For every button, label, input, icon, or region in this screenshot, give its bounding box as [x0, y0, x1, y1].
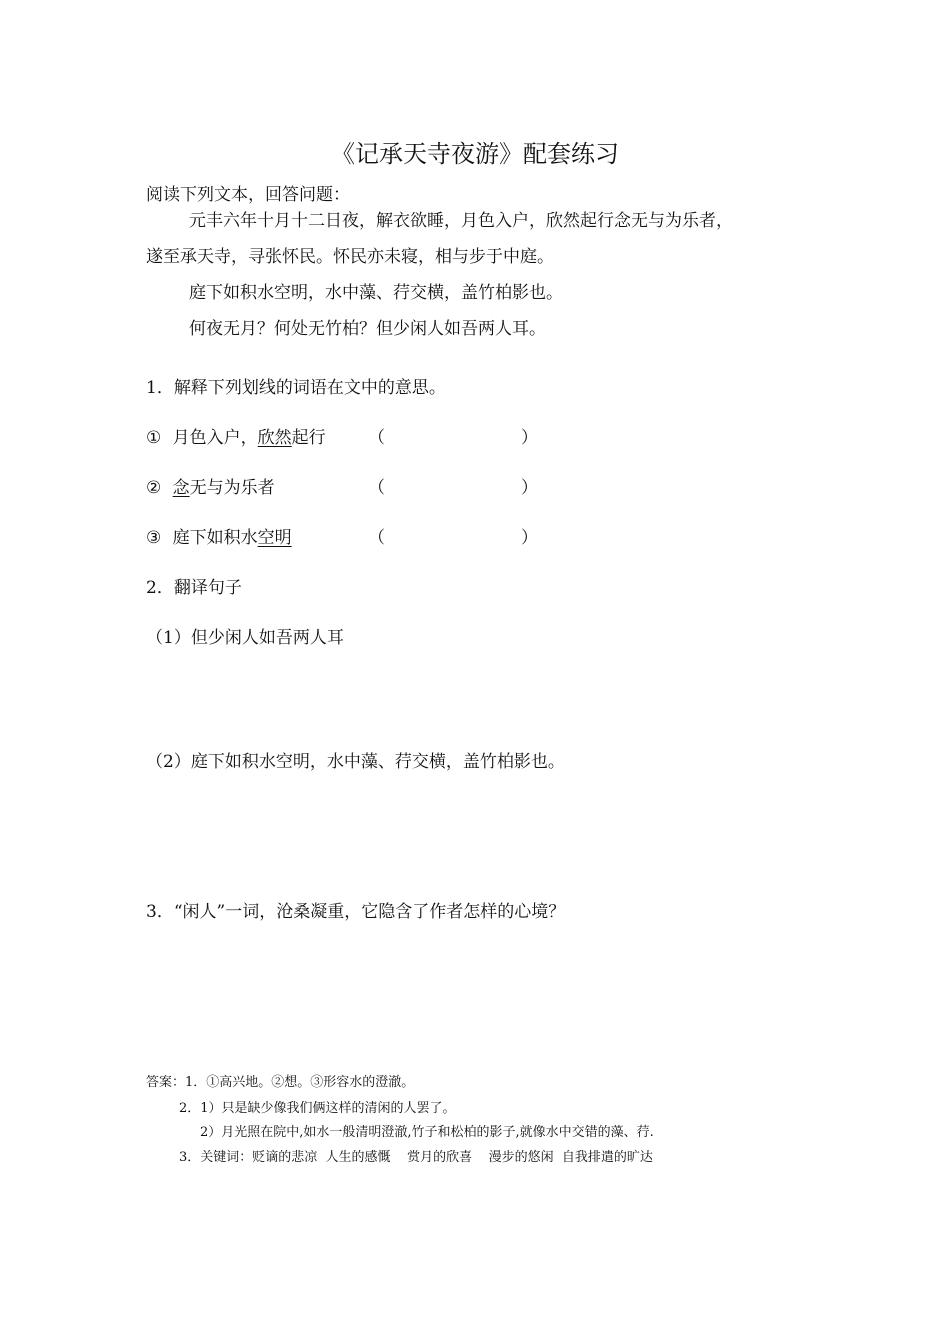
- question-2-sentence-2: （2）庭下如积水空明，水中藻、荇交横，盖竹柏影也。: [146, 752, 565, 772]
- underlined-word: 欣然: [257, 428, 292, 448]
- passage-paragraph-1-line-2: 遂至承天寺，寻张怀民。怀民亦未寝，相与步于中庭。: [146, 247, 554, 267]
- question-1-item-2: [146, 473, 275, 498]
- page-title: 《记承天寺夜游》配套练习: [331, 140, 619, 168]
- item-text-after: 起行: [291, 428, 326, 448]
- question-1-item-1: [146, 423, 326, 448]
- answer-blank-open: （: [368, 428, 385, 448]
- answer-blank-close: ）: [521, 528, 538, 548]
- answer-line-2: 2．1）只是缺少像我们俩这样的清闲的人罢了。: [179, 1101, 456, 1116]
- answer-line-1: 答案：1．①高兴地。②想。③形容水的澄澈。: [146, 1075, 415, 1090]
- instruction-text: 阅读下列文本，回答问题：: [146, 185, 350, 205]
- item-marker: ③: [146, 528, 162, 548]
- item-marker: ①: [146, 428, 162, 448]
- underlined-word: 念: [172, 478, 190, 498]
- answer-blank-close: ）: [521, 478, 538, 498]
- passage-paragraph-3: 何夜无月？何处无竹柏？但少闲人如吾两人耳。: [189, 319, 546, 339]
- answer-blank-open: （: [368, 528, 385, 548]
- answer-blank-close: ）: [521, 428, 538, 448]
- question-1-item-3: [146, 523, 292, 548]
- question-1-prompt: 1．解释下列划线的词语在文中的意思。: [146, 378, 446, 398]
- underlined-word: 空明: [257, 528, 292, 548]
- passage-paragraph-1-line-1: 元丰六年十月十二日夜，解衣欲睡，月色入户，欣然起行念无与为乐者，: [189, 211, 733, 231]
- item-text-before: 庭下如积水: [172, 528, 258, 548]
- item-text-before: 月色入户，: [172, 428, 258, 448]
- answer-line-3: 2）月光照在院中,如水一般清明澄澈,竹子和松柏的影子,就像水中交错的藻、荇.: [200, 1125, 654, 1140]
- passage-paragraph-2: 庭下如积水空明，水中藻、荇交横，盖竹柏影也。: [189, 283, 563, 303]
- item-marker: ②: [146, 478, 162, 498]
- question-3-prompt: 3．“闲人”一词，沧桑凝重，它隐含了作者怎样的心境？: [146, 902, 566, 922]
- answer-line-4: 3．关键词：贬谪的悲凉 人生的感慨 赏月的欣喜 漫步的悠闲 自我排遣的旷达: [179, 1150, 653, 1165]
- question-2-prompt: 2．翻译句子: [146, 578, 242, 598]
- answer-blank-open: （: [368, 478, 385, 498]
- item-text-after: 无与为乐者: [189, 478, 275, 498]
- question-2-sentence-1: （1）但少闲人如吾两人耳: [146, 628, 344, 648]
